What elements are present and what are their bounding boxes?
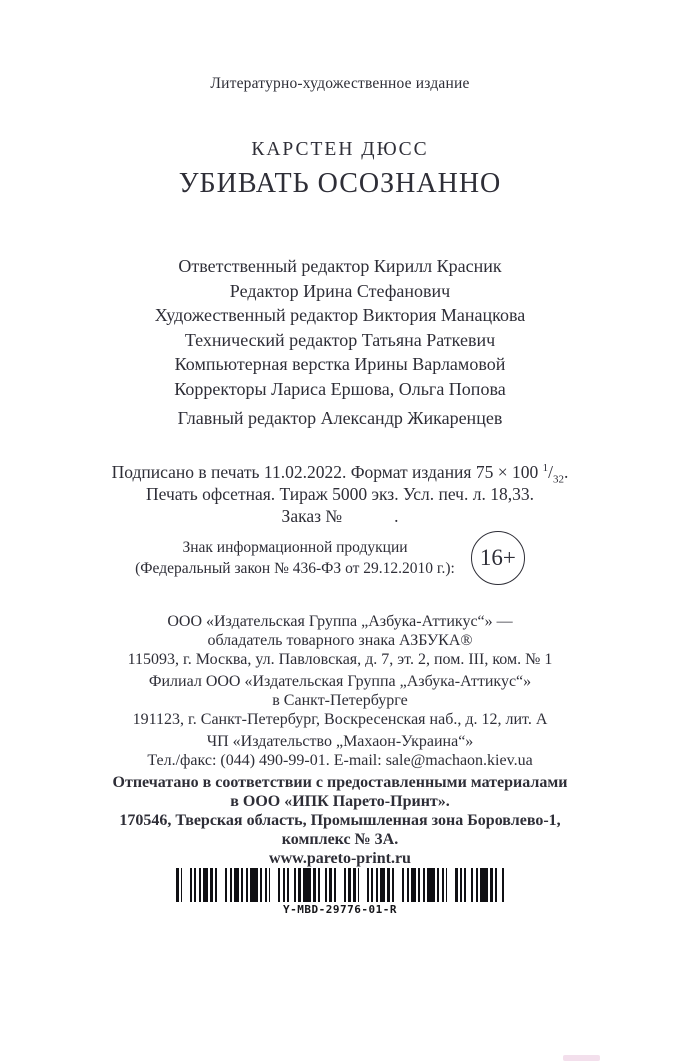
credit-line: Корректоры Лариса Ершова, Ольга Попова xyxy=(174,378,506,399)
credit-line: Художественный редактор Виктория Манацкова xyxy=(154,305,526,325)
barcode-caption: Y-MBD-29776-01-R xyxy=(283,903,397,916)
print-info-line-1: Подписано в печать 11.02.2022. Формат издания 75 × 100 $^1/_{32}$. xyxy=(111,462,569,486)
age-rating-section xyxy=(0,531,670,585)
printer-info-group: Отпечатано в соответствии с предоставленными материалами в ООО «ИПК Парето-Принт». 170546, Тверская область, Промышленная зона Боровлево-1, комплекс № 3А. www.pareto-print.ru xyxy=(112,774,568,867)
print-run-info xyxy=(0,461,680,527)
chief-editor-line: Главный редактор Александр Жикаренцев xyxy=(177,408,503,428)
barcode-image xyxy=(176,868,504,902)
credit-line: Технический редактор Татьяна Раткевич xyxy=(184,329,496,350)
credit-line: Компьютерная верстка Ирины Варламовой xyxy=(174,354,506,374)
scan-artifact-mark xyxy=(563,1055,600,1061)
age-rating-label: Знак информационной продукции (Федеральный закон № 436-ФЗ от 29.12.2010 г.): xyxy=(135,539,455,577)
format-numerator: 1 xyxy=(542,462,549,475)
publisher-info xyxy=(0,612,680,871)
publisher-group: ООО «Издательская Группа „Азбука-Аттикус“» — обладатель товарного знака АЗБУКА® 115093, г. Москва, ул. Павловская, д. 7, эт. 2, пом. III, ком. № 1 xyxy=(127,613,553,668)
age-rating-badge: 16+ xyxy=(471,531,525,585)
barcode-block xyxy=(0,868,680,916)
publisher-branch-group: Филиал ООО «Издательская Группа „Азбука-Аттикус“» в Санкт-Петербурге 191123, г. Санкт-Петербург, Воскресенская наб., д. 12, лит. А xyxy=(132,673,548,728)
print-info-line-2: Печать офсетная. Тираж 5000 экз. Усл. печ. л. 18,33. xyxy=(146,484,534,504)
editorial-credits xyxy=(0,254,680,401)
credit-line: Редактор Ирина Стефанович xyxy=(229,280,451,301)
credit-line: Ответственный редактор Кирилл Красник xyxy=(178,256,502,276)
edition-type-label: Литературно-художественное издание xyxy=(210,75,470,92)
publisher-ukraine-group: ЧП «Издательство „Махаон-Украина“» Тел./факс: (044) 490-99-01. E-mail: sale@machaon.kiev.ua xyxy=(147,733,533,769)
format-denominator: 32 xyxy=(552,473,564,486)
print-info-line-3: Заказ № . xyxy=(281,506,399,526)
author-name: КАРСТЕН ДЮСС xyxy=(251,139,429,160)
book-title: УБИВАТЬ ОСОЗНАННО xyxy=(178,168,502,199)
